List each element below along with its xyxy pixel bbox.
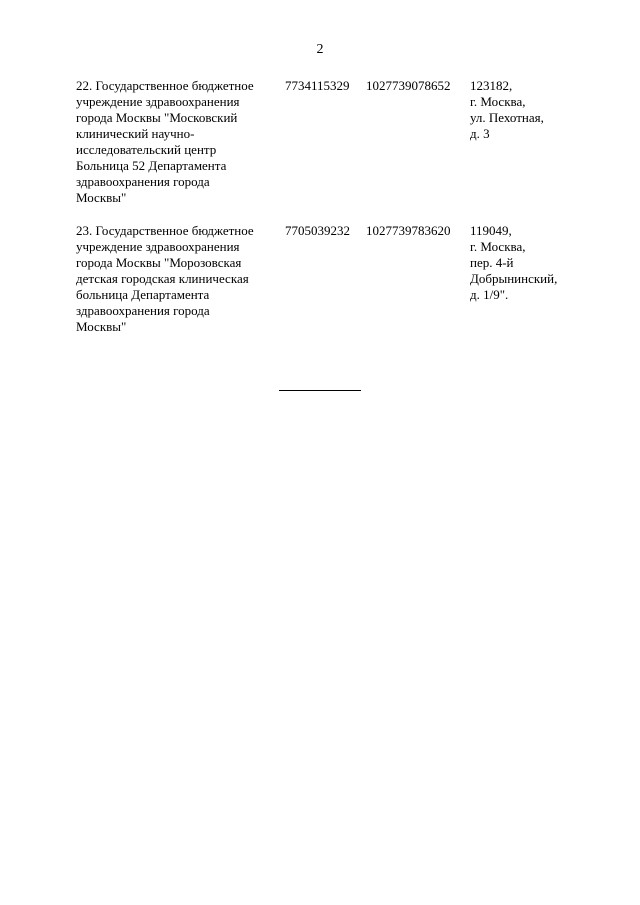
- address: 123182, г. Москва, ул. Пехотная, д. 3: [470, 78, 544, 141]
- address: 119049, г. Москва, пер. 4-й Добрынинский, д. 1/9".: [470, 223, 558, 302]
- inn-value: 7734115329: [285, 78, 350, 93]
- ogrn-value: 1027739078652: [366, 78, 451, 93]
- organization-name: 22. Государственное бюджетное учреждение здравоохранения города Москвы "Московский клинический научно- исследовательский центр Больница 52 Департамента здравоохранения города Москвы": [76, 78, 254, 205]
- ogrn-value: 1027739783620: [366, 223, 451, 238]
- end-divider: [279, 390, 361, 391]
- page-number: 2: [316, 42, 324, 57]
- organization-name: 23. Государственное бюджетное учреждение здравоохранения города Москвы "Морозовская детская городская клиническая больница Департамента здравоохранения города Москвы": [76, 223, 254, 334]
- inn-value: 7705039232: [285, 223, 350, 238]
